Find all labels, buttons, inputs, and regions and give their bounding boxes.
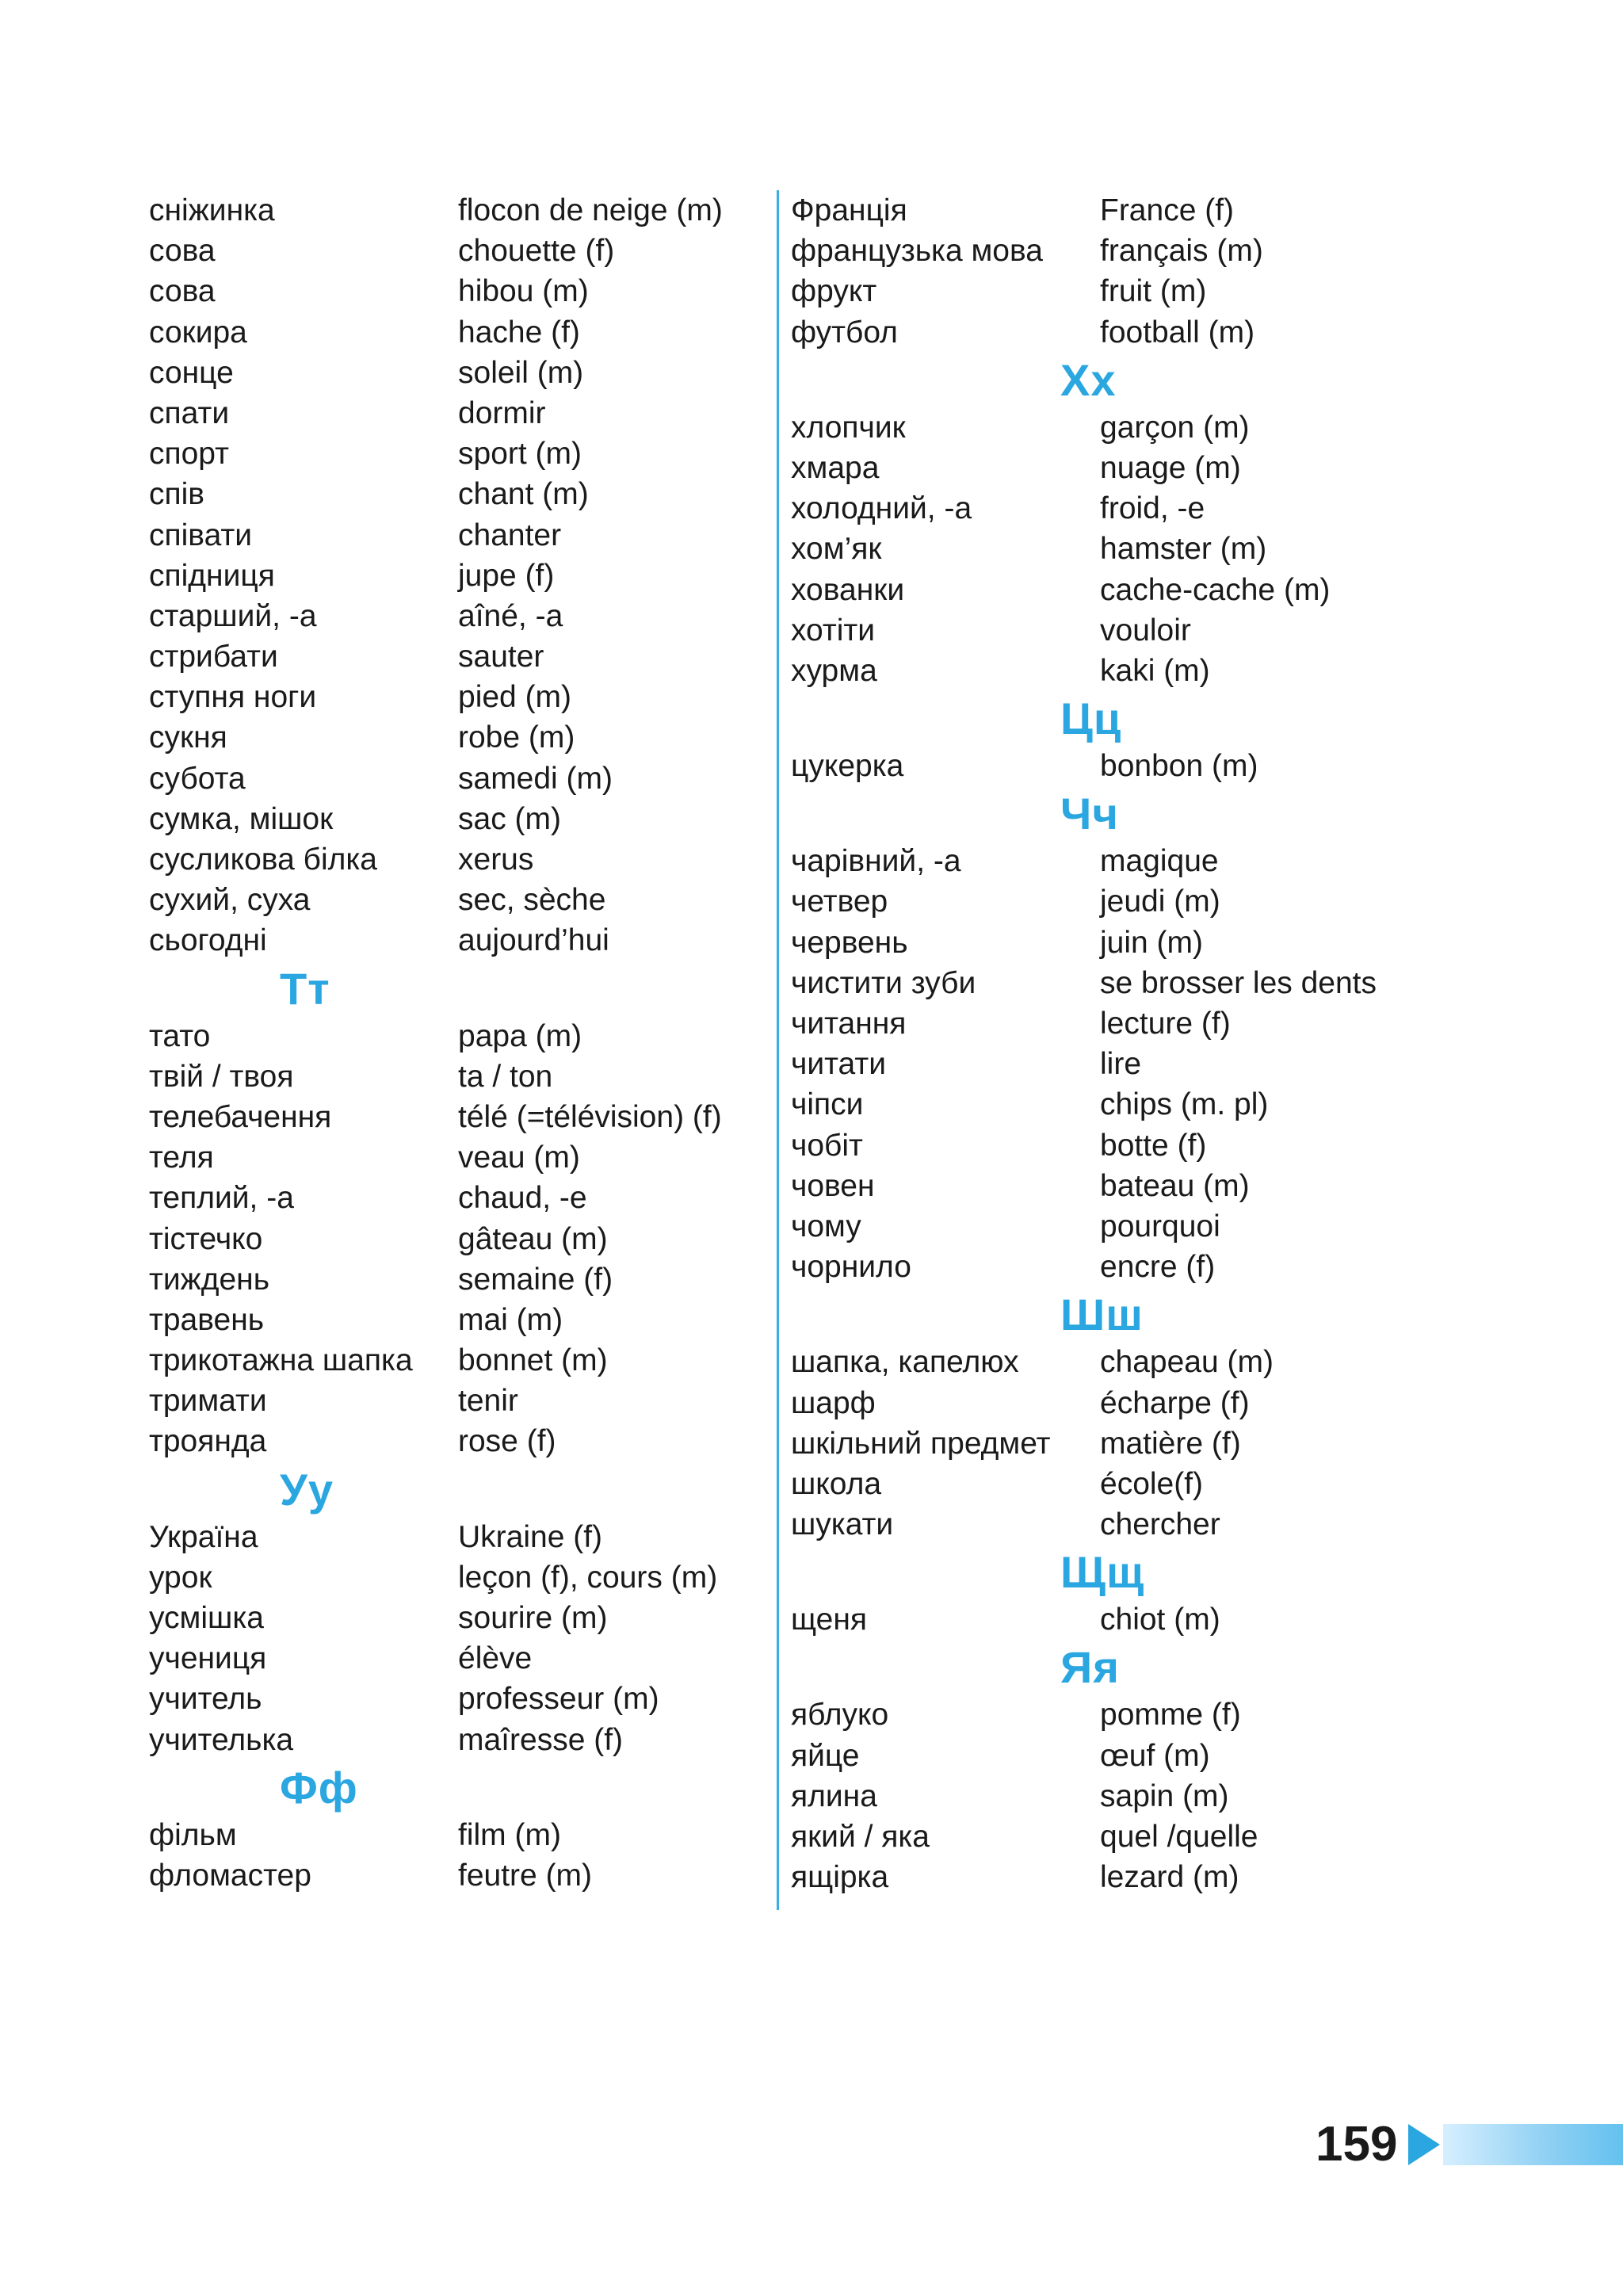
ukrainian-word: червень (791, 925, 908, 960)
french-translation: film (m) (458, 1817, 561, 1852)
ukrainian-word: теля (149, 1140, 214, 1175)
french-translation: tenir (458, 1384, 518, 1419)
ukrainian-word: сукня (149, 720, 227, 755)
ukrainian-word: чарівний, -а (791, 844, 961, 879)
vocab-entry (149, 1300, 767, 1340)
french-translation: nuage (m) (1100, 450, 1241, 485)
ukrainian-word: хлопчик (791, 410, 906, 445)
vocab-entry (149, 1720, 767, 1760)
french-translation: chiot (m) (1100, 1603, 1220, 1637)
ukrainian-word: хованки (791, 572, 905, 607)
vocab-entry (149, 717, 767, 758)
french-translation: bateau (m) (1100, 1168, 1250, 1203)
french-translation: papa (m) (458, 1018, 582, 1053)
vocab-entry (149, 393, 767, 434)
ukrainian-word: спати (149, 395, 230, 430)
ukrainian-word: телебачення (149, 1099, 332, 1134)
ukrainian-word: шкільний предмет (791, 1426, 1051, 1461)
ukrainian-word: хом’як (791, 532, 882, 567)
ukrainian-word: сокира (149, 315, 247, 350)
vocab-entry (791, 570, 1409, 610)
ukrainian-word: холодний, -а (791, 491, 972, 526)
ukrainian-word: Україна (149, 1519, 258, 1554)
french-translation: fruit (m) (1100, 274, 1207, 309)
section-letter: Тт (280, 963, 330, 1014)
vocab-entry (791, 407, 1409, 448)
ukrainian-word: учителька (149, 1722, 294, 1757)
vocab-entry (149, 474, 767, 514)
french-translation: chercher (1100, 1507, 1220, 1542)
ukrainian-word: сусликова білка (149, 842, 377, 877)
vocab-entry (149, 1178, 767, 1218)
vocab-entry (149, 636, 767, 677)
ukrainian-word: шарф (791, 1385, 876, 1420)
right-column (791, 190, 1409, 1897)
ukrainian-word: Франція (791, 193, 907, 227)
french-translation: dormir (458, 395, 546, 430)
ukrainian-word: сніжинка (149, 193, 275, 227)
french-translation: sec, sèche (458, 883, 606, 918)
ukrainian-word: французька мова (791, 234, 1043, 269)
vocab-entry (149, 596, 767, 636)
vocab-entry (791, 488, 1409, 529)
ukrainian-word: учениця (149, 1641, 267, 1676)
vocab-entry (149, 1137, 767, 1178)
vocab-entry (149, 880, 767, 920)
french-translation: sac (m) (458, 801, 561, 836)
vocab-entry (791, 746, 1409, 786)
french-translation: aujourd’hui (458, 923, 609, 958)
ukrainian-word: фільм (149, 1817, 237, 1852)
section-letter: Щщ (1060, 1547, 1145, 1598)
french-translation: bonnet (m) (458, 1343, 608, 1378)
french-translation: écharpe (f) (1100, 1385, 1250, 1420)
vocab-entry (791, 1044, 1409, 1084)
french-translation: chips (m. pl) (1100, 1087, 1269, 1122)
french-translation: lezard (m) (1100, 1860, 1239, 1895)
french-translation: chaud, -e (458, 1181, 587, 1216)
ukrainian-word: читати (791, 1047, 887, 1082)
vocab-entry (149, 1381, 767, 1421)
french-translation: œuf (m) (1100, 1738, 1210, 1773)
ukrainian-word: хмара (791, 450, 880, 485)
french-translation: semaine (f) (458, 1262, 613, 1297)
ukrainian-word: хотіти (791, 613, 876, 648)
vocab-entry (149, 434, 767, 474)
ukrainian-word: старший, -а (149, 598, 317, 633)
vocab-entry (791, 1206, 1409, 1247)
ukrainian-word: сумка, мішок (149, 801, 334, 836)
french-translation: football (m) (1100, 315, 1255, 350)
french-translation: feutre (m) (458, 1858, 593, 1893)
ukrainian-word: човен (791, 1168, 875, 1203)
vocab-entry (791, 529, 1409, 569)
ukrainian-word: яблуко (791, 1698, 889, 1733)
ukrainian-word: тато (149, 1018, 211, 1053)
section-letter: Хх (1060, 354, 1117, 405)
french-translation: école(f) (1100, 1466, 1204, 1501)
ukrainian-word: чобіт (791, 1128, 863, 1163)
vocab-entry (149, 190, 767, 231)
vocab-entry (149, 1815, 767, 1855)
french-translation: hibou (m) (458, 274, 589, 309)
french-translation: flocon de neige (m) (458, 193, 723, 227)
vocab-entry (791, 1599, 1409, 1640)
ukrainian-word: тиждень (149, 1262, 270, 1297)
vocab-entry (149, 1421, 767, 1461)
french-translation: xerus (458, 842, 534, 877)
french-translation: chapeau (m) (1100, 1345, 1274, 1380)
french-translation: aîné, -a (458, 598, 563, 633)
vocab-entry (149, 1517, 767, 1557)
french-translation: pomme (f) (1100, 1698, 1241, 1733)
french-translation: élève (458, 1641, 533, 1676)
ukrainian-word: спів (149, 477, 205, 512)
ukrainian-word: травень (149, 1302, 265, 1337)
vocab-entry (791, 312, 1409, 353)
column-divider (777, 190, 779, 1910)
french-translation: lire (1100, 1047, 1142, 1082)
ukrainian-word: спідниця (149, 558, 275, 593)
french-translation: chouette (f) (458, 234, 615, 269)
ukrainian-word: твій / твоя (149, 1059, 294, 1094)
section-letter: Цц (1060, 693, 1122, 744)
french-translation: pourquoi (1100, 1209, 1220, 1244)
vocab-entry (149, 271, 767, 311)
vocab-entry (149, 1557, 767, 1598)
vocab-entry (791, 1423, 1409, 1464)
page-number: 159 (1316, 2117, 1398, 2172)
vocab-entry (149, 1638, 767, 1679)
vocab-entry (791, 271, 1409, 311)
ukrainian-word: читання (791, 1007, 907, 1041)
french-translation: matière (f) (1100, 1426, 1241, 1461)
ukrainian-word: троянда (149, 1424, 267, 1459)
section-letter: Чч (1060, 789, 1119, 839)
section-letter: Шш (1060, 1289, 1144, 1340)
vocab-entry (791, 881, 1409, 922)
ukrainian-word: сухий, суха (149, 883, 311, 918)
french-translation: vouloir (1100, 613, 1191, 648)
ukrainian-word: фрукт (791, 274, 877, 309)
vocab-entry (791, 1736, 1409, 1776)
french-translation: quel /quelle (1100, 1820, 1258, 1854)
ukrainian-word: сова (149, 234, 216, 269)
french-translation: sourire (m) (458, 1601, 608, 1635)
french-translation: télé (=télévision) (f) (458, 1099, 722, 1134)
vocab-entry (791, 841, 1409, 881)
vocab-entry (149, 1056, 767, 1097)
ukrainian-word: ялина (791, 1778, 877, 1813)
french-translation: cache-cache (m) (1100, 572, 1331, 607)
footer-gradient-bar (1443, 2124, 1623, 2165)
ukrainian-word: щеня (791, 1603, 867, 1637)
vocab-entry (791, 1342, 1409, 1382)
french-translation: se brosser les dents (1100, 965, 1377, 1000)
french-translation: juin (m) (1100, 925, 1204, 960)
vocab-entry (149, 1097, 767, 1137)
vocab-entry (791, 923, 1409, 963)
ukrainian-word: чому (791, 1209, 861, 1244)
ukrainian-word: трикотажна шапка (149, 1343, 413, 1378)
french-translation: botte (f) (1100, 1128, 1207, 1163)
ukrainian-word: урок (149, 1560, 212, 1595)
left-column (149, 190, 767, 1896)
vocab-entry (149, 515, 767, 556)
vocab-entry (149, 839, 767, 880)
french-translation: hamster (m) (1100, 532, 1267, 567)
vocab-entry (791, 1776, 1409, 1817)
ukrainian-word: фломастер (149, 1858, 311, 1893)
ukrainian-word: сонце (149, 355, 234, 390)
ukrainian-word: який / яка (791, 1820, 930, 1854)
french-translation: sauter (458, 640, 544, 674)
french-translation: France (f) (1100, 193, 1235, 227)
french-translation: hache (f) (458, 315, 580, 350)
vocab-entry (149, 1679, 767, 1719)
arrow-right-icon (1408, 2124, 1440, 2165)
vocab-entry (149, 920, 767, 961)
french-translation: sapin (m) (1100, 1778, 1229, 1813)
ukrainian-word: чорнило (791, 1250, 911, 1285)
vocab-entry (791, 1084, 1409, 1125)
french-translation: gâteau (m) (458, 1221, 608, 1256)
vocab-entry (149, 556, 767, 596)
vocab-entry (791, 651, 1409, 691)
ukrainian-word: чистити зуби (791, 965, 976, 1000)
ukrainian-word: чіпси (791, 1087, 864, 1122)
vocab-entry (149, 1259, 767, 1300)
vocab-entry (149, 799, 767, 839)
french-translation: soleil (m) (458, 355, 584, 390)
ukrainian-word: яйце (791, 1738, 860, 1773)
ukrainian-word: усмішка (149, 1601, 264, 1635)
vocab-entry (791, 1003, 1409, 1044)
ukrainian-word: цукерка (791, 749, 904, 784)
ukrainian-word: четвер (791, 884, 888, 919)
vocab-entry (791, 1857, 1409, 1897)
ukrainian-word: учитель (149, 1682, 262, 1717)
vocab-entry (149, 312, 767, 353)
ukrainian-word: шукати (791, 1507, 894, 1542)
french-translation: Ukraine (f) (458, 1519, 603, 1554)
french-translation: rose (f) (458, 1424, 556, 1459)
vocab-entry (149, 758, 767, 799)
vocab-entry (791, 963, 1409, 1003)
vocab-entry (149, 353, 767, 393)
ukrainian-word: стрибати (149, 640, 278, 674)
ukrainian-word: школа (791, 1466, 882, 1501)
vocab-entry (791, 1817, 1409, 1857)
french-translation: robe (m) (458, 720, 575, 755)
vocab-entry (149, 1016, 767, 1056)
vocab-entry (791, 1383, 1409, 1423)
french-translation: encre (f) (1100, 1250, 1216, 1285)
vocab-entry (791, 448, 1409, 488)
vocab-entry (791, 1504, 1409, 1545)
vocab-entry (149, 1219, 767, 1259)
vocab-entry (149, 1855, 767, 1896)
vocab-entry (791, 1125, 1409, 1166)
french-translation: leçon (f), cours (m) (458, 1560, 718, 1595)
french-translation: jeudi (m) (1100, 884, 1220, 919)
french-translation: professeur (m) (458, 1682, 659, 1717)
french-translation: lecture (f) (1100, 1007, 1231, 1041)
ukrainian-word: теплий, -а (149, 1181, 294, 1216)
french-translation: chant (m) (458, 477, 589, 512)
ukrainian-word: сьогодні (149, 923, 267, 958)
vocab-entry (791, 1694, 1409, 1735)
ukrainian-word: спорт (149, 437, 230, 472)
ukrainian-word: тістечко (149, 1221, 263, 1256)
ukrainian-word: співати (149, 518, 253, 552)
french-translation: bonbon (m) (1100, 749, 1258, 784)
french-translation: ta / ton (458, 1059, 553, 1094)
ukrainian-word: ступня ноги (149, 680, 317, 715)
ukrainian-word: шапка, капелюх (791, 1345, 1019, 1380)
french-translation: maîresse (f) (458, 1722, 624, 1757)
french-translation: français (m) (1100, 234, 1263, 269)
vocab-entry (149, 231, 767, 271)
vocab-entry (149, 1598, 767, 1638)
french-translation: garçon (m) (1100, 410, 1250, 445)
vocab-entry (791, 231, 1409, 271)
french-translation: magique (1100, 844, 1219, 879)
ukrainian-word: хурма (791, 653, 877, 688)
vocab-entry (791, 1464, 1409, 1504)
vocab-entry (791, 190, 1409, 231)
vocab-entry (149, 677, 767, 717)
ukrainian-word: тримати (149, 1384, 267, 1419)
french-translation: pied (m) (458, 680, 572, 715)
vocab-entry (791, 1247, 1409, 1287)
french-translation: sport (m) (458, 437, 582, 472)
vocab-entry (149, 1340, 767, 1381)
french-translation: samedi (m) (458, 761, 613, 796)
ukrainian-word: субота (149, 761, 246, 796)
french-translation: froid, -e (1100, 491, 1205, 526)
french-translation: jupe (f) (458, 558, 555, 593)
ukrainian-word: ящірка (791, 1860, 889, 1895)
french-translation: veau (m) (458, 1140, 580, 1175)
french-translation: mai (m) (458, 1302, 563, 1337)
french-translation: kaki (m) (1100, 653, 1210, 688)
ukrainian-word: сова (149, 274, 216, 309)
page-footer (1316, 2116, 1623, 2172)
section-letter: Фф (280, 1762, 358, 1813)
french-translation: chanter (458, 518, 562, 552)
vocab-entry (791, 1166, 1409, 1206)
section-letter: Уу (280, 1464, 334, 1515)
vocab-entry (791, 610, 1409, 651)
ukrainian-word: футбол (791, 315, 898, 350)
section-letter: Яя (1060, 1642, 1120, 1693)
